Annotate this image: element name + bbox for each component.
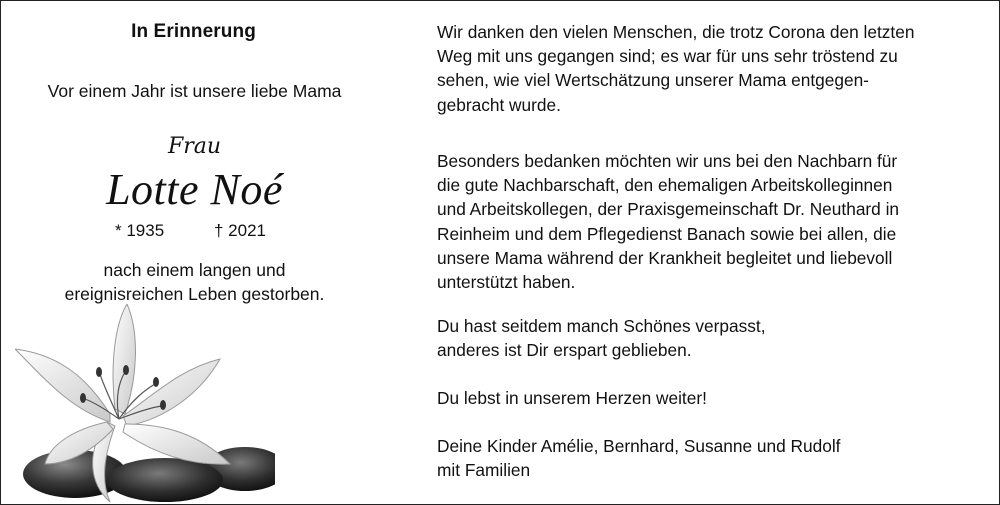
closing-line: nach einem langen und	[103, 260, 286, 280]
lily-on-stones-icon	[15, 304, 275, 502]
text-line: anderes ist Dir erspart geblieben.	[437, 340, 692, 361]
text-line: Deine Kinder Amélie, Bernhard, Susanne und Rudolf	[437, 436, 841, 456]
text-line: Besonders bedanken möchten wir uns bei den Nachbarn für	[437, 151, 898, 171]
intro-text: Vor einem Jahr ist unsere liebe Mama	[47, 81, 342, 101]
death-year: † 2021	[214, 221, 266, 240]
verse-paragraph	[437, 314, 987, 362]
heading: In Erinnerung	[131, 21, 256, 42]
closing-text	[1, 258, 388, 306]
birth-year: * 1935	[115, 221, 165, 240]
text-line: unsere Mama während der Krankheit begleitet und liebevoll	[437, 247, 893, 268]
signature-paragraph	[437, 434, 987, 482]
text-line: sehen, wie viel Wertschätzung unserer Mama entgegen-	[437, 70, 869, 91]
text-line: mit Familien	[437, 460, 531, 481]
thanks-paragraph	[437, 20, 987, 117]
closing-line: ereignisreichen Leben gestorben.	[64, 284, 325, 304]
text-line: Du hast seitdem manch Schönes verpasst,	[437, 316, 766, 336]
text-line: Reinheim und dem Pflegedienst Banach sowie bei allen, die	[437, 223, 897, 244]
honorific: Frau	[167, 134, 222, 159]
heart-paragraph	[437, 386, 987, 410]
text-line: Weg mit uns gegangen sind; es war für uns sehr tröstend zu	[437, 46, 898, 67]
text-line: unterstützt haben.	[437, 272, 576, 293]
text-line: Wir danken den vielen Menschen, die trotz Corona den letzten	[437, 22, 915, 42]
text-line: und Arbeitskollegen, der Praxisgemeinschaft Dr. Neuthard in	[437, 199, 900, 220]
special-thanks-paragraph	[437, 149, 987, 294]
left-column	[1, 1, 391, 504]
text-line: gebracht wurde.	[437, 94, 561, 115]
deceased-name: Lotte Noé	[106, 165, 283, 214]
text-line: Du lebst in unserem Herzen weiter!	[437, 388, 707, 408]
text-line: die gute Nachbarschaft, den ehemaligen Arbeitskolleginnen	[437, 175, 893, 196]
